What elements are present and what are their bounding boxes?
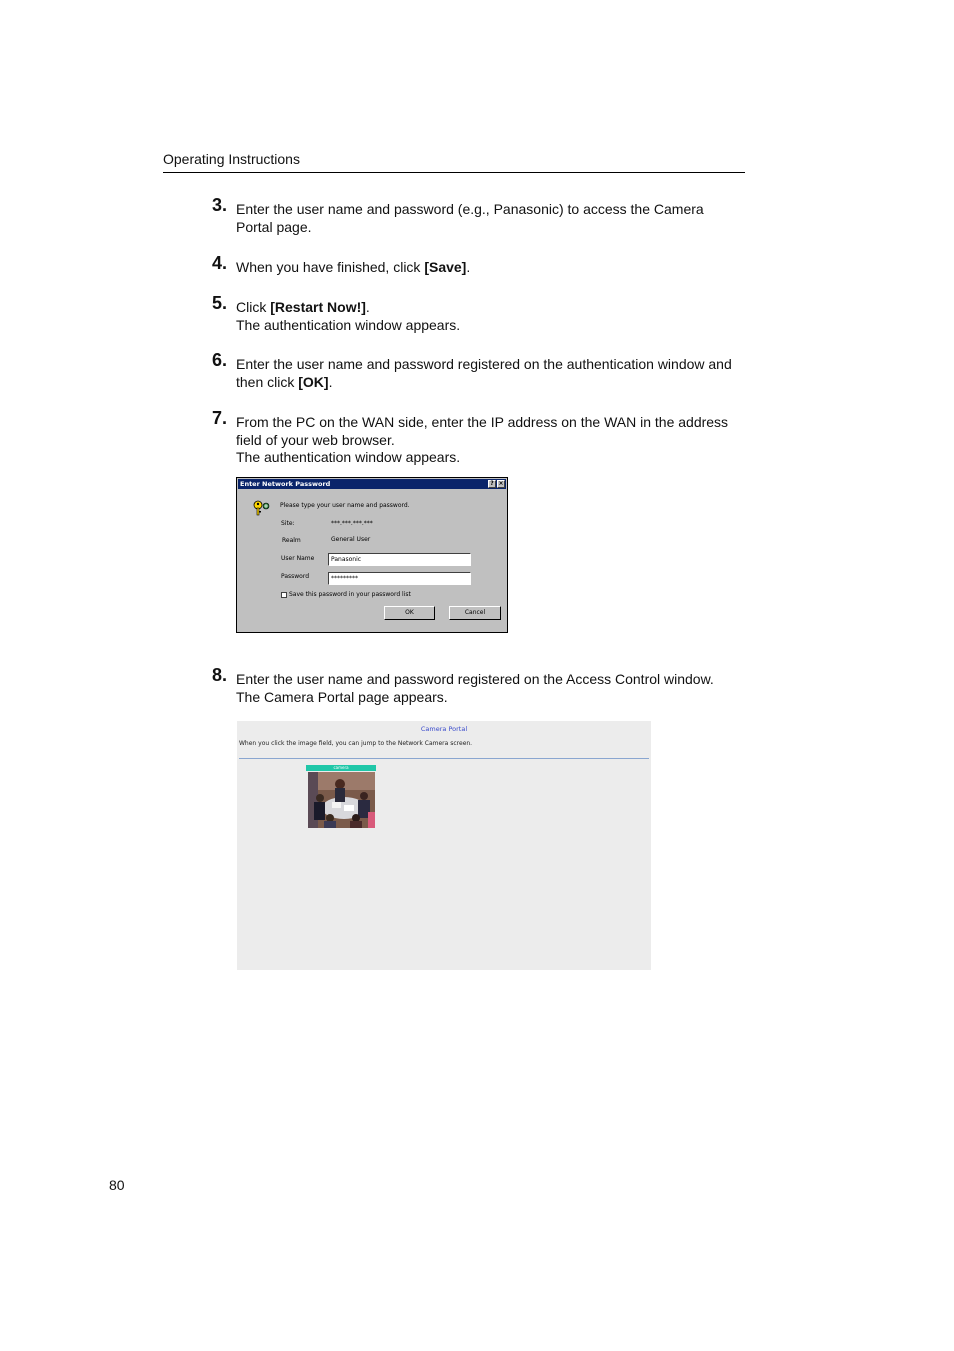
step-number: 4.	[212, 253, 228, 273]
step-text-line: The authentication window appears.	[236, 449, 461, 465]
save-password-label: Save this password in your password list	[289, 591, 411, 598]
step-text: Click	[236, 299, 271, 315]
step-number: 8.	[212, 665, 228, 685]
ok-button[interactable]: OK	[384, 606, 435, 620]
camera-portal-page	[237, 721, 651, 970]
header-rule	[163, 172, 745, 173]
site-label: Site:	[281, 520, 295, 527]
save-password-checkbox[interactable]	[281, 592, 287, 598]
camera-thumbnail[interactable]	[308, 772, 375, 828]
running-header: Operating Instructions	[163, 151, 300, 167]
realm-value: General User	[331, 536, 371, 543]
key-icon	[253, 500, 271, 516]
step-number: 5.	[212, 293, 228, 313]
page-number: 80	[109, 1177, 125, 1193]
dialog-title: Enter Network Password	[240, 480, 331, 488]
step-text-line: Enter the user name and password registered on the authentication window and	[236, 356, 732, 372]
password-label: Password	[281, 573, 310, 580]
step-text-line: Portal page.	[236, 218, 312, 235]
username-input[interactable]: Panasonic	[328, 553, 471, 566]
step-text-line: The authentication window appears.	[236, 316, 461, 333]
step-text-line: The Camera Portal page appears.	[236, 688, 448, 705]
step-number: 7.	[212, 408, 228, 428]
cancel-button[interactable]: Cancel	[449, 606, 501, 620]
step-text: then click	[236, 373, 299, 390]
step-bold-text: [Save]	[424, 259, 467, 275]
step-number: 3.	[212, 195, 228, 215]
camera-label[interactable]: camera	[306, 765, 376, 771]
step-text: .	[365, 299, 370, 315]
username-label: User Name	[281, 555, 315, 562]
step-text: When you have finished, click	[236, 259, 425, 275]
step-text: .	[466, 259, 471, 275]
password-input[interactable]: *********	[328, 572, 471, 585]
close-button[interactable]: ×	[498, 480, 504, 487]
realm-label: Realm	[282, 537, 301, 544]
step-number: 6.	[212, 350, 228, 370]
step-text: .	[328, 373, 333, 390]
step-text-line: field of your web browser.	[236, 431, 395, 448]
network-password-dialog	[236, 477, 508, 633]
dialog-titlebar	[238, 479, 506, 489]
step-bold-text: [Restart Now!]	[270, 299, 366, 315]
site-value: ***.***.***.***	[331, 520, 373, 527]
step-text-line: From the PC on the WAN side, enter the IP address on the WAN in the address	[236, 414, 729, 430]
step-bold-text: [OK]	[298, 373, 329, 390]
portal-title: Camera Portal	[420, 725, 468, 733]
help-button[interactable]: ?	[488, 480, 496, 488]
portal-divider	[239, 758, 649, 759]
portal-instruction: When you click the image field, you can jump to the Network Camera screen.	[239, 740, 473, 747]
step-text-line: Enter the user name and password registered on the Access Control window.	[236, 671, 714, 687]
dialog-prompt: Please type your user name and password.	[280, 502, 410, 509]
step-text-line: Enter the user name and password (e.g., Panasonic) to access the Camera	[236, 201, 704, 217]
